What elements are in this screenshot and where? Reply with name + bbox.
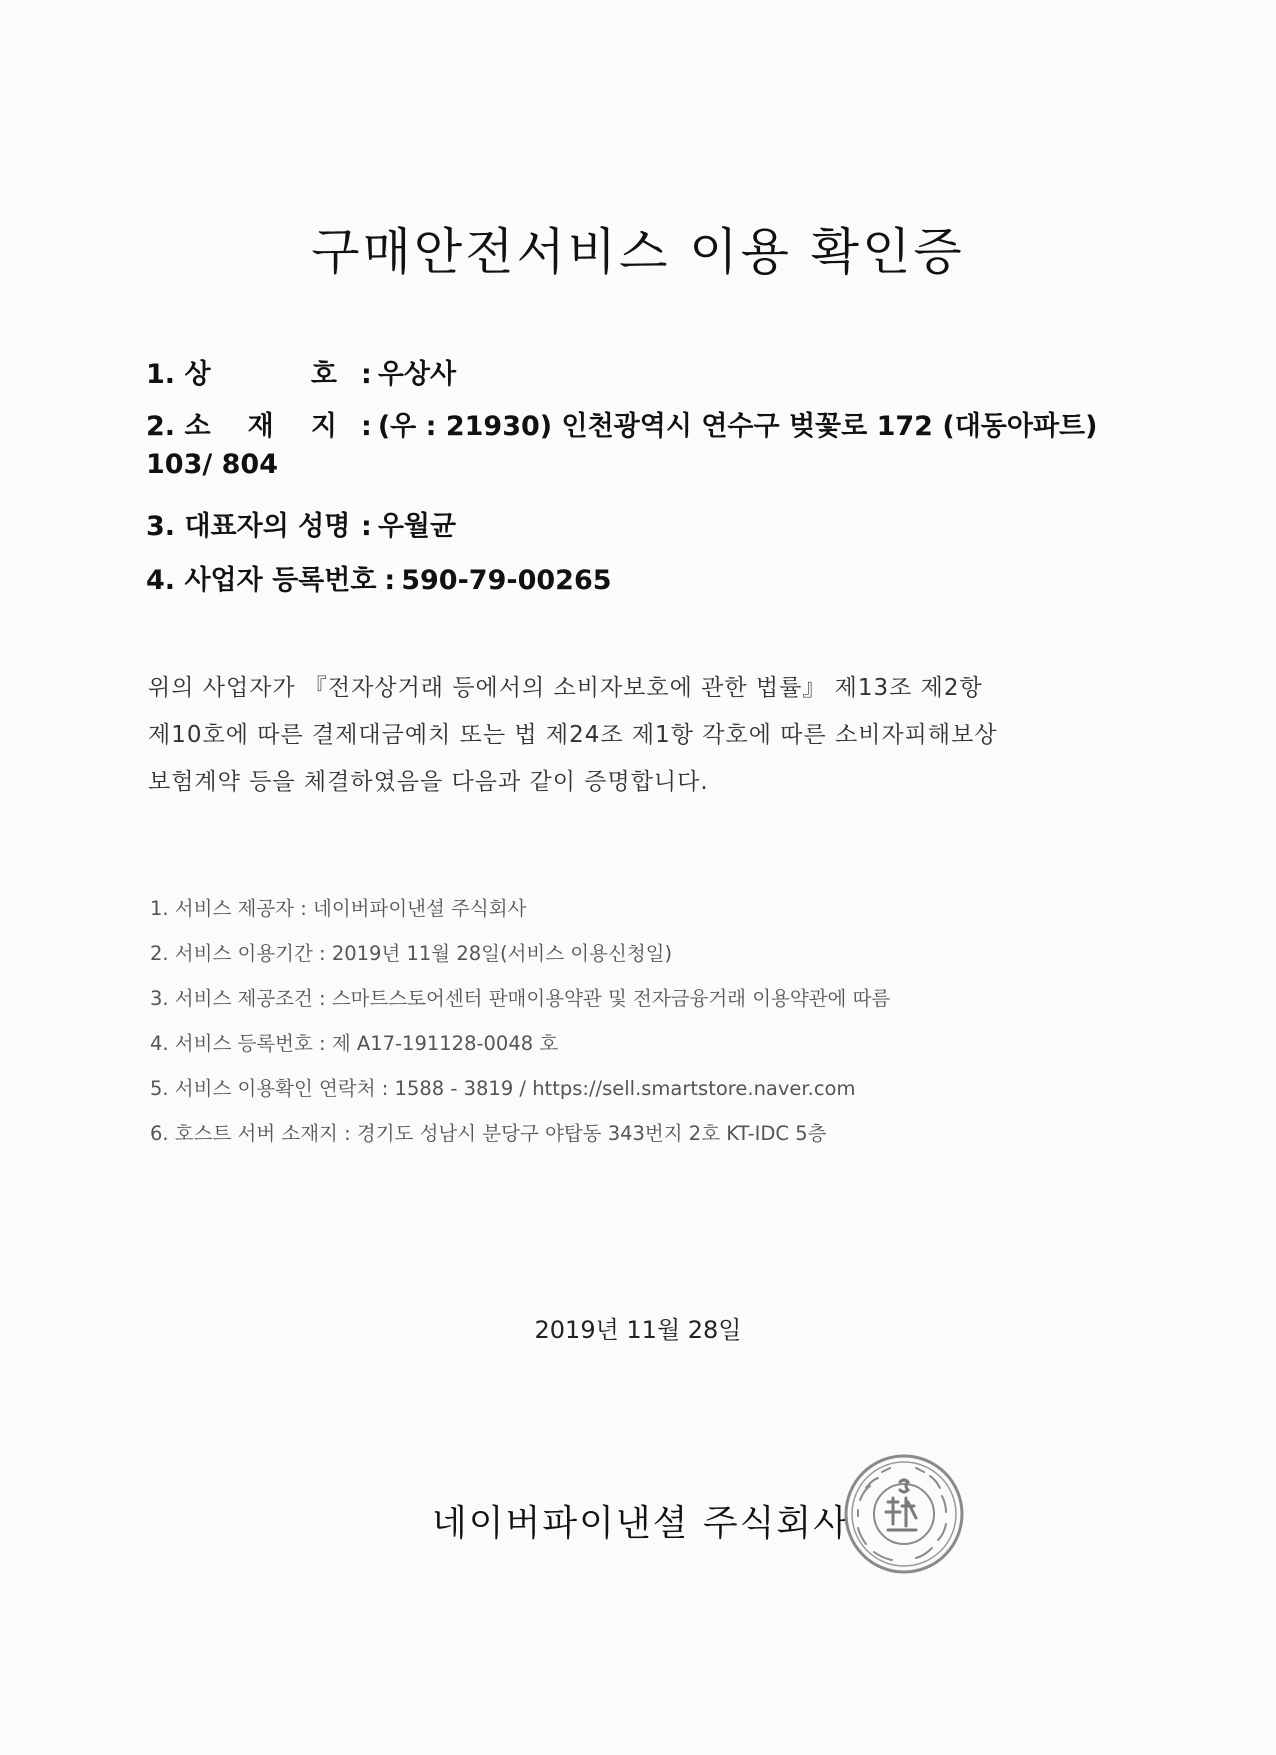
detail-item: 5. 서비스 이용확인 연락처 : 1588 - 3819 / https://sell.smartstore.naver.com	[150, 1077, 856, 1100]
detail-item: 3. 서비스 제공조건 : 스마트스토어센터 판매이용약관 및 전자금융거래 이용약관에 따름	[150, 987, 891, 1010]
registration-number-label: 4. 사업자 등록번호	[146, 565, 377, 596]
company-seal-icon	[842, 1452, 966, 1576]
statement-line: 위의 사업자가 『전자상거래 등에서의 소비자보호에 관한 법률』 제13조 제2항	[148, 675, 983, 701]
trade-name-value: 우상사	[377, 359, 457, 390]
service-details	[150, 886, 1110, 1156]
seal-graphic	[842, 1452, 966, 1576]
detail-item: 1. 서비스 제공자 : 네이버파이낸셜 주식회사	[150, 897, 527, 920]
statement-line: 보험계약 등을 체결하였음을 다음과 같이 증명합니다.	[148, 769, 709, 795]
address-value-line2: 103/ 804	[146, 449, 278, 480]
separator: :	[361, 411, 372, 442]
address-row	[146, 404, 1097, 443]
statement-line: 제10호에 따른 결제대금예치 또는 법 제24조 제1항 각호에 따른 소비자피해보상	[148, 722, 998, 748]
detail-item: 6. 호스트 서버 소재지 : 경기도 성남시 분당구 야탑동 343번지 2호 KT-IDC 5층	[150, 1122, 827, 1145]
address-label: 2. 소 재 지	[146, 411, 337, 442]
document-title: 구매안전서비스 이용 확인증	[311, 223, 965, 281]
issuer-company: 네이버파이낸셜 주식회사	[432, 1503, 850, 1544]
separator: :	[361, 359, 372, 390]
detail-item: 4. 서비스 등록번호 : 제 A17-191128-0048 호	[150, 1032, 559, 1055]
address-row-continued	[146, 449, 278, 480]
representative-row	[146, 504, 456, 543]
separator: :	[384, 565, 396, 596]
trade-name-label: 1. 상 호	[146, 359, 337, 390]
issue-date: 2019년 11월 28일	[534, 1316, 742, 1344]
representative-label: 3. 대표자의 성명	[146, 511, 351, 542]
registration-number-value: 590-79-00265	[401, 565, 612, 596]
representative-value: 우월균	[377, 511, 457, 542]
separator: :	[361, 511, 372, 542]
trade-name-row	[146, 352, 456, 391]
certification-statement	[148, 665, 1098, 806]
detail-item: 2. 서비스 이용기간 : 2019년 11월 28일(서비스 이용신청일)	[150, 942, 673, 965]
registration-number-row	[146, 558, 612, 597]
address-value: (우 : 21930) 인천광역시 연수구 벚꽃로 172 (대동아파트)	[377, 411, 1098, 442]
